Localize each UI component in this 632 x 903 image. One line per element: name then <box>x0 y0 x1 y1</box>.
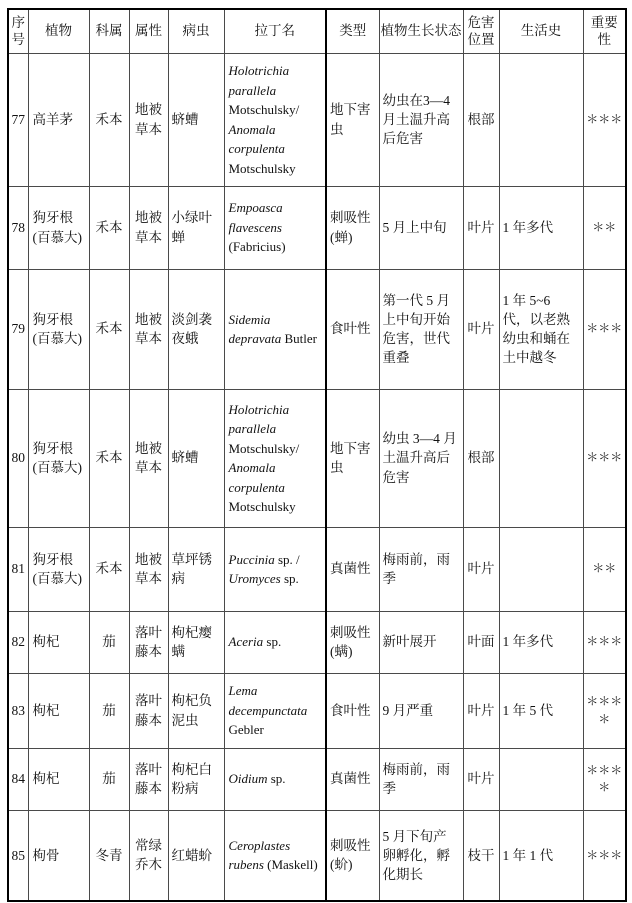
cell-life <box>499 527 583 611</box>
latin-name-italic: Anomala corpulenta <box>228 121 285 156</box>
column-header-latin: 拉丁名 <box>224 9 326 53</box>
cell-id: 85 <box>8 810 28 901</box>
cell-type: 食叶性 <box>326 269 379 389</box>
cell-plant: 枸杞 <box>28 673 89 748</box>
latin-name-italic: Ceroplastes rubens <box>228 837 291 873</box>
column-header-type: 类型 <box>326 9 379 53</box>
column-header-growth: 植物生长状态 <box>379 9 463 53</box>
column-header-position: 危害位置 <box>463 9 499 53</box>
latin-name-italic: Anomala corpulenta <box>228 460 285 495</box>
cell-id: 79 <box>8 269 28 389</box>
column-header-family: 科属 <box>89 9 129 53</box>
cell-family: 禾本 <box>89 269 129 389</box>
cell-id: 84 <box>8 748 28 810</box>
cell-growth: 幼虫在3—4 月土温升高后危害 <box>379 53 463 186</box>
cell-plant: 狗牙根(百慕大) <box>28 527 89 611</box>
cell-type: 食叶性 <box>326 673 379 748</box>
cell-stars: ＊＊＊＊ <box>583 748 626 810</box>
table-row <box>8 186 626 269</box>
latin-name-roman: (Maskell) <box>267 857 318 873</box>
latin-name-italic: Sidemia depravata <box>228 311 282 346</box>
cell-latin <box>224 389 326 527</box>
table-row <box>8 748 626 810</box>
cell-pest: 小绿叶蝉 <box>168 186 224 269</box>
latin-name-roman: Motschulsky/ <box>228 102 300 117</box>
cell-latin <box>224 53 326 186</box>
cell-position: 根部 <box>463 389 499 527</box>
cell-plant: 狗牙根(百慕大) <box>28 186 89 269</box>
table-row <box>8 527 626 611</box>
cell-attribute: 落叶藤本 <box>129 748 168 810</box>
cell-growth: 9 月严重 <box>379 673 463 748</box>
column-header-attribute: 属性 <box>129 9 168 53</box>
cell-pest: 枸杞白粉病 <box>168 748 224 810</box>
column-header-plant: 植物 <box>28 9 89 53</box>
cell-attribute: 地被草本 <box>129 389 168 527</box>
latin-name-roman: Motschulsky <box>228 160 296 176</box>
cell-growth: 5 月下旬产卵孵化，孵化期长 <box>379 810 463 901</box>
latin-name-roman: (Fabricius) <box>228 239 286 255</box>
cell-stars: ＊＊ <box>583 186 626 269</box>
cell-position: 根部 <box>463 53 499 186</box>
cell-latin <box>224 748 326 810</box>
cell-id: 78 <box>8 186 28 269</box>
cell-family: 禾本 <box>89 53 129 186</box>
cell-life <box>499 53 583 186</box>
latin-name-roman: sp. / <box>277 551 300 567</box>
cell-position: 叶片 <box>463 673 499 748</box>
cell-pest: 草坪锈病 <box>168 527 224 611</box>
latin-name-italic: Holotrichia parallela <box>228 401 290 436</box>
cell-id: 80 <box>8 389 28 527</box>
cell-growth: 新叶展开 <box>379 611 463 673</box>
cell-attribute: 常绿乔木 <box>129 810 168 901</box>
cell-pest: 淡剑袭夜蛾 <box>168 269 224 389</box>
latin-name-italic: Puccinia <box>228 551 275 567</box>
cell-plant: 枸骨 <box>28 810 89 901</box>
cell-stars: ＊＊＊ <box>583 810 626 901</box>
cell-growth: 梅雨前，雨季 <box>379 748 463 810</box>
cell-family: 禾本 <box>89 389 129 527</box>
cell-life: 1 年多代 <box>499 611 583 673</box>
cell-life: 1 年 5 代 <box>499 673 583 748</box>
cell-latin <box>224 186 326 269</box>
cell-attribute: 落叶藤本 <box>129 611 168 673</box>
latin-name-roman: sp. <box>270 771 286 787</box>
cell-stars: ＊＊＊ <box>583 611 626 673</box>
cell-attribute: 落叶藤本 <box>129 673 168 748</box>
cell-pest: 蛴螬 <box>168 53 224 186</box>
table-head <box>8 9 626 53</box>
latin-name-italic: Lema decempunctata <box>228 683 308 718</box>
column-header-id: 序号 <box>8 9 28 53</box>
table-row <box>8 673 626 748</box>
cell-family: 禾本 <box>89 186 129 269</box>
cell-position: 叶片 <box>463 186 499 269</box>
cell-family: 禾本 <box>89 527 129 611</box>
cell-family: 茄 <box>89 611 129 673</box>
cell-plant: 狗牙根(百慕大) <box>28 269 89 389</box>
table-row <box>8 53 626 186</box>
cell-attribute: 地被草本 <box>129 269 168 389</box>
cell-latin <box>224 611 326 673</box>
column-header-stars: 重要性 <box>583 9 626 53</box>
cell-type: 地下害虫 <box>326 389 379 527</box>
cell-stars: ＊＊＊ <box>583 53 626 186</box>
cell-family: 茄 <box>89 673 129 748</box>
cell-growth: 梅雨前，雨季 <box>379 527 463 611</box>
cell-position: 叶片 <box>463 269 499 389</box>
cell-latin <box>224 269 326 389</box>
cell-position: 枝干 <box>463 810 499 901</box>
table-row <box>8 611 626 673</box>
cell-type: 地下害虫 <box>326 53 379 186</box>
latin-name-italic: Empoasca flavescens <box>228 200 283 235</box>
cell-attribute: 地被草本 <box>129 53 168 186</box>
cell-life <box>499 748 583 810</box>
cell-type: 真菌性 <box>326 527 379 611</box>
latin-name-roman: sp. <box>283 571 299 586</box>
cell-latin <box>224 527 326 611</box>
cell-id: 82 <box>8 611 28 673</box>
table-row <box>8 389 626 527</box>
cell-plant: 枸杞 <box>28 611 89 673</box>
cell-type: 真菌性 <box>326 748 379 810</box>
header-row <box>8 9 626 53</box>
plant-pest-table <box>7 8 627 902</box>
cell-growth: 第一代 5 月上中旬开始危害，世代重叠 <box>379 269 463 389</box>
cell-growth: 5 月上中旬 <box>379 186 463 269</box>
cell-id: 81 <box>8 527 28 611</box>
cell-type: 刺吸性(螨) <box>326 611 379 673</box>
latin-name-roman: Butler <box>284 331 317 346</box>
cell-stars: ＊＊ <box>583 527 626 611</box>
column-header-life: 生活史 <box>499 9 583 53</box>
cell-attribute: 地被草本 <box>129 527 168 611</box>
cell-life: 1 年 5~6 代，以老熟幼虫和蛹在土中越冬 <box>499 269 583 389</box>
cell-pest: 红蜡蚧 <box>168 810 224 901</box>
cell-life <box>499 389 583 527</box>
cell-type: 刺吸性(蝉) <box>326 186 379 269</box>
cell-type: 刺吸性(蚧) <box>326 810 379 901</box>
latin-name-roman: Motschulsky <box>228 499 296 514</box>
cell-position: 叶面 <box>463 611 499 673</box>
cell-family: 冬青 <box>89 810 129 901</box>
cell-plant: 枸杞 <box>28 748 89 810</box>
table-body <box>8 53 626 901</box>
latin-name-roman: Gebler <box>228 722 264 738</box>
cell-life: 1 年多代 <box>499 186 583 269</box>
cell-plant: 狗牙根(百慕大) <box>28 389 89 527</box>
latin-name-italic: Oidium <box>228 771 268 787</box>
cell-family: 茄 <box>89 748 129 810</box>
cell-life: 1 年 1 代 <box>499 810 583 901</box>
cell-latin <box>224 810 326 901</box>
latin-name-roman: Motschulsky/ <box>228 440 300 456</box>
cell-latin <box>224 673 326 748</box>
cell-id: 83 <box>8 673 28 748</box>
cell-stars: ＊＊＊ <box>583 269 626 389</box>
cell-attribute: 地被草本 <box>129 186 168 269</box>
cell-stars: ＊＊＊＊ <box>583 673 626 748</box>
column-header-pest: 病虫 <box>168 9 224 53</box>
latin-name-italic: Aceria <box>228 634 264 650</box>
latin-name-italic: Holotrichia parallela <box>228 63 290 98</box>
cell-pest: 枸杞瘿螨 <box>168 611 224 673</box>
cell-pest: 枸杞负泥虫 <box>168 673 224 748</box>
cell-stars: ＊＊＊ <box>583 389 626 527</box>
cell-position: 叶片 <box>463 748 499 810</box>
latin-name-roman: sp. <box>266 634 282 650</box>
table-row <box>8 269 626 389</box>
cell-position: 叶片 <box>463 527 499 611</box>
cell-pest: 蛴螬 <box>168 389 224 527</box>
table-row <box>8 810 626 901</box>
cell-id: 77 <box>8 53 28 186</box>
cell-growth: 幼虫 3—4 月土温升高后危害 <box>379 389 463 527</box>
cell-plant: 高羊茅 <box>28 53 89 186</box>
latin-name-italic: Uromyces <box>228 571 281 586</box>
